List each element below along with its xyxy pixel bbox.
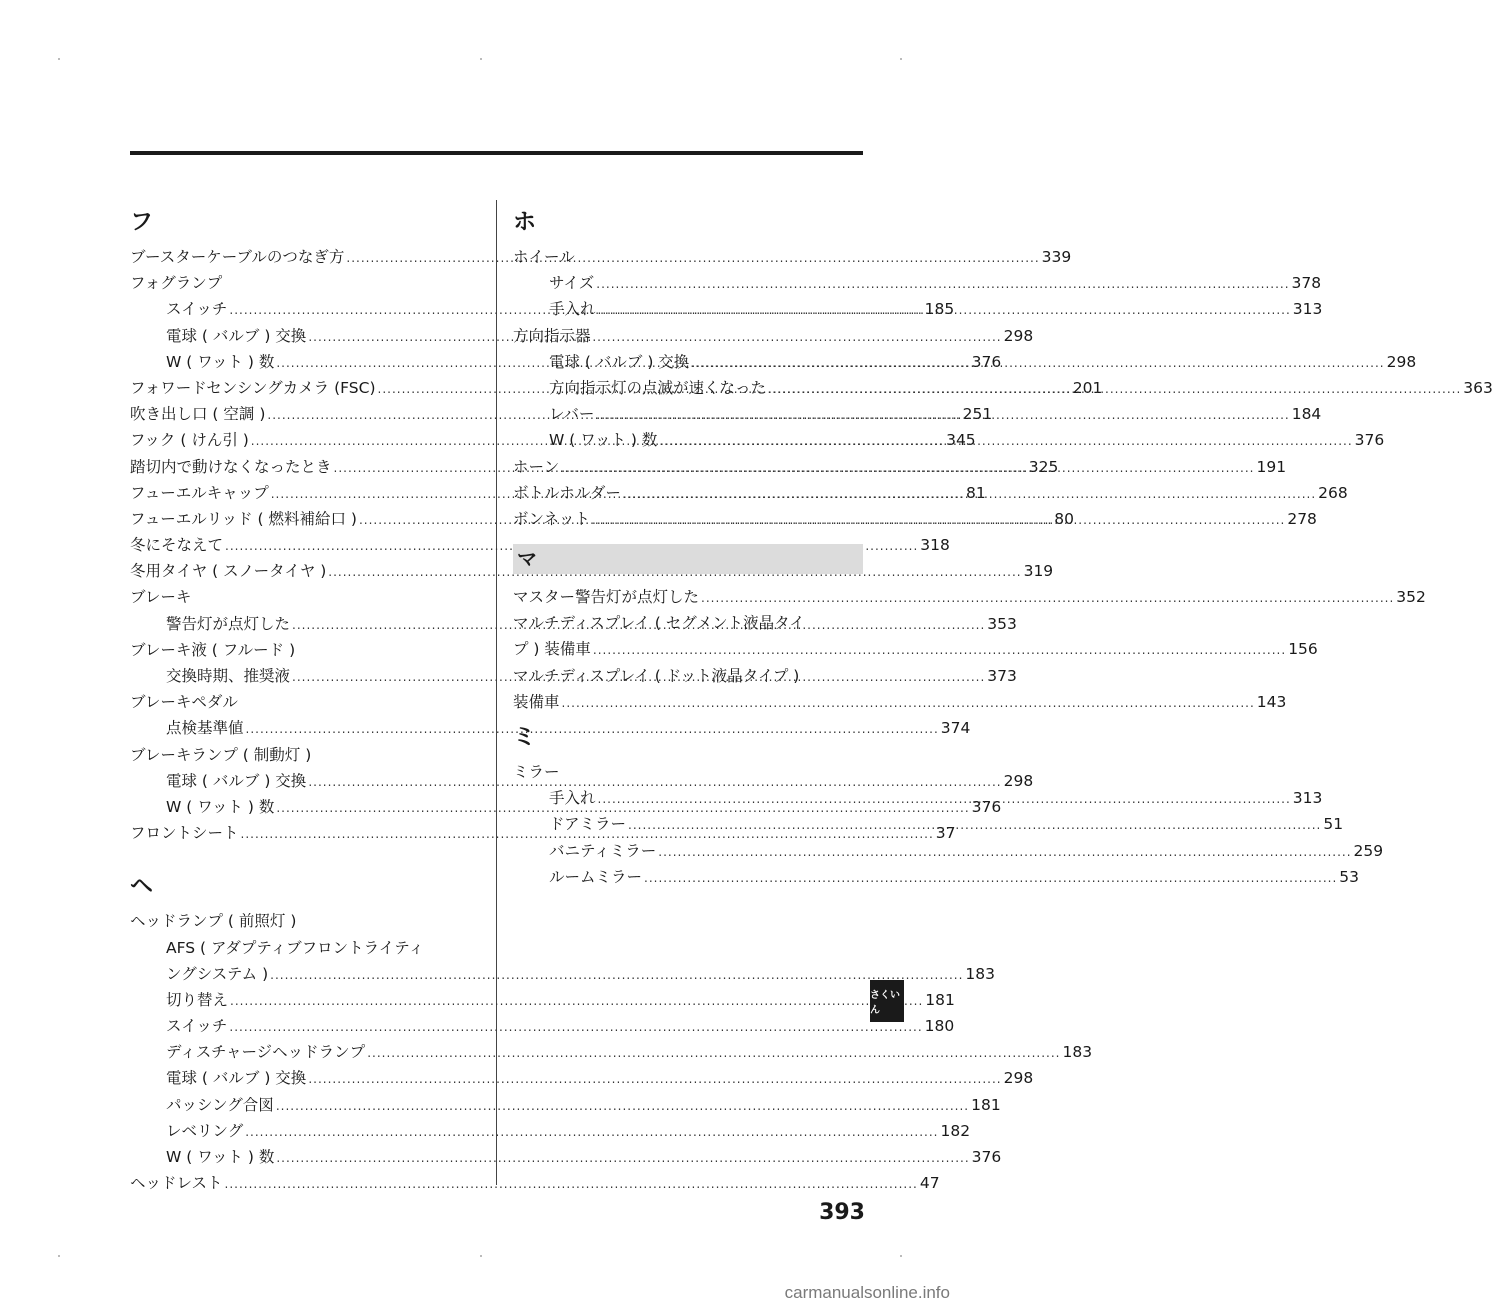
dot-leader xyxy=(659,428,1352,454)
section-heading: マ xyxy=(513,544,863,574)
index-entry-page[interactable]: 376 xyxy=(971,352,1002,371)
dot-leader xyxy=(768,376,1461,402)
index-entry-page[interactable]: 298 xyxy=(1386,352,1417,371)
index-entry-label: スイッチ xyxy=(166,300,228,319)
index-entry-label: フォワードセンシングカメラ (FSC) xyxy=(130,378,376,397)
index-entry[interactable] xyxy=(130,1170,940,1196)
index-entry-page[interactable]: 298 xyxy=(1003,771,1034,790)
index-entry-label: ホーン xyxy=(513,457,560,476)
index-entry-page[interactable]: 313 xyxy=(1292,789,1323,808)
index-entry-label: バニティミラー xyxy=(549,841,657,860)
index-group-label: マルチディスプレイ ( ドット液晶タイプ ) xyxy=(513,666,800,685)
index-entry[interactable] xyxy=(513,838,1384,864)
crop-mark xyxy=(900,58,902,60)
index-entry-page[interactable]: 37 xyxy=(935,824,956,843)
index-entry-label: 電球 ( バルブ ) 交換 xyxy=(549,352,690,371)
dot-leader xyxy=(596,402,1289,428)
index-entry-page[interactable]: 201 xyxy=(1072,378,1103,397)
index-entry-page[interactable]: 345 xyxy=(946,431,976,450)
index-entry[interactable] xyxy=(513,584,1426,610)
index-entry-label: 警告灯が点灯した xyxy=(166,614,291,633)
index-entry-page[interactable]: 363 xyxy=(1463,378,1493,397)
index-entry-page[interactable]: 80 xyxy=(1054,509,1074,528)
index-entry-page[interactable]: 180 xyxy=(924,1017,955,1036)
index-entry-label: マスター警告灯が点灯した xyxy=(513,588,700,607)
dot-leader xyxy=(593,637,1286,663)
dot-leader xyxy=(230,988,923,1014)
index-entry-page[interactable]: 374 xyxy=(940,719,971,738)
index-entry-label: 電球 ( バルブ ) 交換 xyxy=(166,326,307,345)
index-entry-label: 切り替え xyxy=(166,990,229,1009)
index-group-label: フォグランプ xyxy=(130,274,223,293)
index-entry[interactable] xyxy=(130,1118,971,1144)
index-entry-label: フロントシート xyxy=(130,824,239,843)
index-entry-label: レバー xyxy=(549,405,595,424)
index-entry-page[interactable]: 191 xyxy=(1256,457,1287,476)
index-entry-page[interactable]: 181 xyxy=(925,990,955,1009)
dot-leader xyxy=(245,1119,938,1145)
index-group-label: ヘッドランプ ( 前照灯 ) xyxy=(130,912,297,931)
crop-mark xyxy=(58,1255,60,1257)
dot-leader xyxy=(598,786,1291,812)
index-entry[interactable] xyxy=(130,1065,1034,1091)
dot-leader xyxy=(367,1040,1060,1066)
index-entry-page[interactable]: 182 xyxy=(940,1121,971,1140)
index-entry[interactable] xyxy=(130,1013,955,1039)
index-entry-page[interactable]: 376 xyxy=(971,1148,1002,1166)
index-entry[interactable] xyxy=(130,532,950,558)
index-entry-page[interactable]: 183 xyxy=(1062,1043,1093,1062)
dot-leader xyxy=(658,839,1351,865)
index-entry-label: フック ( けん引 ) xyxy=(130,431,249,450)
index-entry[interactable] xyxy=(130,715,971,741)
index-entry-page[interactable]: 278 xyxy=(1287,509,1317,528)
index-entry-page[interactable]: 298 xyxy=(1003,326,1034,345)
dot-leader xyxy=(644,865,1337,891)
dot-leader xyxy=(270,962,963,988)
crop-mark xyxy=(900,1255,902,1257)
index-entry-label: ドアミラー xyxy=(549,815,627,834)
index-entry-page[interactable]: 51 xyxy=(1323,815,1344,834)
index-entry-label: サイズ xyxy=(549,274,595,293)
index-entry-label: 踏切内で動けなくなったとき xyxy=(130,457,332,476)
index-entry-page[interactable]: 47 xyxy=(919,1174,940,1193)
index-group-label: ブレーキランプ ( 制動灯 ) xyxy=(130,745,312,764)
index-entry-label: スイッチ xyxy=(166,1017,228,1036)
index-entry-page[interactable]: 318 xyxy=(920,536,950,555)
index-entry-page[interactable]: 156 xyxy=(1288,640,1318,659)
crop-mark xyxy=(480,58,482,60)
index-entry-page[interactable]: 376 xyxy=(1354,431,1385,450)
index-entry-page[interactable]: 353 xyxy=(987,614,1017,633)
dot-leader xyxy=(308,1066,1001,1092)
index-group-label: ブレーキ xyxy=(130,588,192,607)
crop-mark xyxy=(58,58,60,60)
index-entry[interactable] xyxy=(513,270,1322,296)
index-entry-page[interactable]: 184 xyxy=(1291,405,1322,424)
index-entry-label: 冬にそなえて xyxy=(130,536,224,555)
index-entry-label: ボンネット xyxy=(513,509,591,528)
index-entry-label: レベリング xyxy=(166,1121,244,1140)
index-entry-page[interactable]: 183 xyxy=(965,964,995,983)
index-entry-page[interactable]: 373 xyxy=(987,667,1017,685)
index-entry-page[interactable]: 352 xyxy=(1396,588,1426,607)
dot-leader xyxy=(229,1014,922,1040)
dot-leader xyxy=(701,585,1394,611)
index-entry-label: ングシステム ) xyxy=(166,964,269,983)
section-tab-index[interactable]: さくいん xyxy=(870,980,904,1022)
dot-leader xyxy=(225,1171,918,1197)
index-entry-label: 手入れ xyxy=(549,300,596,319)
section-heading: ヘ xyxy=(130,873,153,900)
index-entry-label: ヘッドレスト xyxy=(130,1174,223,1193)
index-entry-label: プ ) 装備車 xyxy=(513,640,591,659)
section-heading: フ xyxy=(130,209,153,235)
index-group-label: ブレーキ液 ( フルード ) xyxy=(130,640,296,659)
dot-leader xyxy=(628,812,1321,838)
index-group-label: ブレーキペダル xyxy=(130,693,238,712)
index-entry-label: 方向指示灯の点滅が速くなった xyxy=(549,378,767,397)
index-group-label: マルチディスプレイ ( セグメント液晶タイ xyxy=(513,614,805,633)
index-entry-label: 電球 ( バルブ ) 交換 xyxy=(166,1069,307,1088)
index-entry-label: 手入れ xyxy=(549,789,596,808)
index-entry-label: フューエルリッド ( 燃料補給口 ) xyxy=(130,509,357,528)
index-group-label: ミラー xyxy=(513,763,560,781)
index-entry-page[interactable]: 251 xyxy=(962,405,993,424)
index-entry-page[interactable]: 185 xyxy=(924,300,955,319)
index-entry[interactable] xyxy=(130,558,1054,584)
dot-leader xyxy=(596,271,1289,297)
index-entry-label: 吹き出し口 ( 空調 ) xyxy=(130,405,266,424)
index-entry-page[interactable]: 181 xyxy=(971,1095,1001,1114)
index-entry-label: 電球 ( バルブ ) 交換 xyxy=(166,771,307,790)
index-entry-label: W ( ワット ) 数 xyxy=(549,431,658,450)
page-number: 393 xyxy=(819,1200,865,1225)
index-entry[interactable] xyxy=(130,1039,1093,1065)
index-entry-page[interactable]: 378 xyxy=(1291,274,1322,293)
index-entry-label: フューエルキャップ xyxy=(130,483,269,502)
index-entry[interactable] xyxy=(513,689,1287,715)
index-entry-label: ディスチャージヘッドランプ xyxy=(166,1043,366,1062)
dot-leader xyxy=(592,507,1285,533)
index-group-label: ホイール xyxy=(513,248,575,266)
dot-leader xyxy=(691,350,1384,376)
dot-leader xyxy=(598,297,1291,323)
index-entry-label: W ( ワット ) 数 xyxy=(166,1148,275,1166)
index-group-label: AFS ( アダプティブフロントライティ xyxy=(166,938,424,957)
section-heading: ミ xyxy=(513,724,536,750)
dot-leader xyxy=(623,481,1316,507)
watermark: carmanualsonline.info xyxy=(784,1283,950,1302)
dot-leader xyxy=(276,1145,969,1171)
index-entry-page[interactable]: 339 xyxy=(1041,248,1072,266)
index-entry-label: 交換時期、推奨液 xyxy=(166,667,291,685)
index-entry[interactable] xyxy=(130,1144,1002,1170)
index-entry[interactable] xyxy=(130,961,995,987)
index-entry[interactable] xyxy=(513,636,1318,662)
index-entry-page[interactable]: 319 xyxy=(1023,562,1054,581)
index-entry-label: ブースターケーブルのつなぎ方 xyxy=(130,248,345,266)
section-gap xyxy=(130,846,484,864)
index-entry-label: 装備車 xyxy=(513,692,560,711)
index-entry[interactable] xyxy=(130,1092,1001,1118)
index-entry-page[interactable]: 259 xyxy=(1353,841,1384,860)
index-entry-page[interactable]: 81 xyxy=(966,483,986,502)
index-entry-label: W ( ワット ) 数 xyxy=(166,352,275,371)
index-entry-page[interactable]: 325 xyxy=(1028,457,1059,476)
index-entry-label: パッシング合図 xyxy=(166,1095,274,1114)
index-entry-label: W ( ワット ) 数 xyxy=(166,797,275,816)
index-entry-label: ルームミラー xyxy=(549,867,643,886)
index-entry-page[interactable]: 268 xyxy=(1318,483,1348,502)
index-entry-page[interactable]: 313 xyxy=(1292,300,1323,319)
index-entry-page[interactable]: 53 xyxy=(1339,867,1360,886)
index-entry-label: 点検基準値 xyxy=(166,719,244,738)
section-heading: ホ xyxy=(513,209,536,235)
dot-leader xyxy=(276,1093,969,1119)
index-entry-label: 冬用タイヤ ( スノータイヤ ) xyxy=(130,562,327,581)
index-entry-page[interactable]: 143 xyxy=(1256,692,1287,711)
index-entry-page[interactable]: 376 xyxy=(971,797,1002,816)
top-rule xyxy=(130,151,863,155)
index-group-label: 方向指示器 xyxy=(513,326,591,345)
dot-leader xyxy=(561,455,1254,481)
dot-leader xyxy=(562,690,1255,716)
crop-mark xyxy=(480,1255,482,1257)
index-entry[interactable] xyxy=(513,864,1360,890)
index-entry-page[interactable]: 298 xyxy=(1003,1069,1034,1088)
index-entry-label: ボトルホルダー xyxy=(513,483,621,502)
